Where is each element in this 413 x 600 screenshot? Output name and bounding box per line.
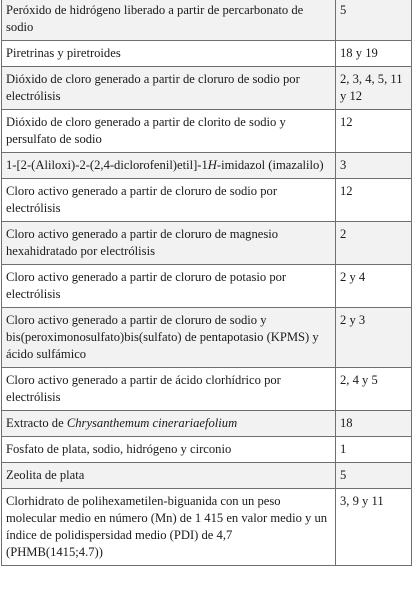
table-row [2,265,412,308]
table-row [2,411,412,437]
product-types: 2, 3, 4, 5, 11 y 12 [340,72,403,103]
substance-name: Dióxido de cloro generado a partir de cloruro de sodio por electrólisis [6,72,300,103]
product-types: 1 [340,442,347,456]
product-types: 5 [340,468,347,482]
product-types: 3, 9 y 11 [340,494,384,508]
product-types: 3 [340,158,347,172]
substance-cell [2,0,336,41]
substance-name: Zeolita de plata [6,468,85,482]
product-types: 12 [340,184,353,198]
table-row [2,0,412,41]
table-row [2,222,412,265]
table-row [2,67,412,110]
table-row [2,110,412,153]
table-row [2,153,412,179]
product-type-cell [336,222,412,265]
substance-cell [2,308,336,368]
product-types: 2 y 4 [340,270,366,284]
table-row [2,179,412,222]
product-type-cell [336,0,412,41]
substance-name: Cloro activo generado a partir de cloruro de sodio por electrólisis [6,184,278,215]
substance-cell [2,411,336,437]
table-row [2,463,412,489]
table-row [2,437,412,463]
product-types: 2, 4 y 5 [340,373,378,387]
product-type-cell [336,110,412,153]
product-type-cell [336,489,412,566]
product-type-cell [336,308,412,368]
product-type-cell [336,67,412,110]
substance-name: Clorhidrato de polihexametilen-biguanida con un peso molecular medio en número (Mn) de 1 415 en valor medio y un índice de polidispersidad medio (PDI) de 4,7 (PHMB(1415;4.7)) [6,494,328,559]
substance-cell [2,110,336,153]
product-types: 2 y 3 [340,313,366,327]
substance-cell [2,179,336,222]
substance-name: Cloro activo generado a partir de cloruro de sodio y bis(peroximonosulfato)bis(sulfato) de pentapotasio (KPMS) y ácido sulfámico [6,313,319,361]
substance-name: Cloro activo generado a partir de cloruro de potasio por electrólisis [6,270,287,301]
substance-name-part: 1-[2-(Aliloxi)-2-(2,4-diclorofenil)etil]-1 [6,158,208,172]
substance-name-italic: H [207,158,217,172]
substance-cell [2,41,336,67]
substance-name-part: -imidazol (imazalilo) [216,158,324,172]
substance-cell [2,368,336,411]
product-type-cell [336,411,412,437]
substance-name: Dióxido de cloro generado a partir de clorito de sodio y persulfato de sodio [6,115,286,146]
product-type-cell [336,153,412,179]
substance-name: Cloro activo generado a partir de ácido clorhídrico por electrólisis [6,373,281,404]
substance-cell [2,222,336,265]
table-row [2,41,412,67]
product-types: 12 [340,115,353,129]
substance-name: Fosfato de plata, sodio, hidrógeno y circonio [6,442,232,456]
substance-name: Peróxido de hidrógeno liberado a partir de percarbonato de sodio [6,3,304,34]
product-type-cell [336,265,412,308]
table-row [2,489,412,566]
product-types: 18 [340,416,353,430]
substance-name-part: Extracto de [6,416,67,430]
substance-cell [2,153,336,179]
product-type-cell [336,437,412,463]
substance-name: Cloro activo generado a partir de cloruro de magnesio hexahidratado por electrólisis [6,227,279,258]
substance-cell [2,67,336,110]
substance-cell [2,265,336,308]
product-type-cell [336,463,412,489]
substance-name-italic: Chrysanthemum cinerariaefolium [66,416,238,430]
product-type-cell [336,179,412,222]
product-types: 5 [340,3,347,17]
substances-table [1,0,412,566]
substance-name: Piretrinas y piretroides [6,46,121,60]
product-type-cell [336,41,412,67]
product-type-cell [336,368,412,411]
table-row [2,308,412,368]
substance-cell [2,463,336,489]
table-row [2,368,412,411]
substance-cell [2,437,336,463]
substance-cell [2,489,336,566]
product-types: 2 [340,227,347,241]
product-types: 18 y 19 [340,46,378,60]
